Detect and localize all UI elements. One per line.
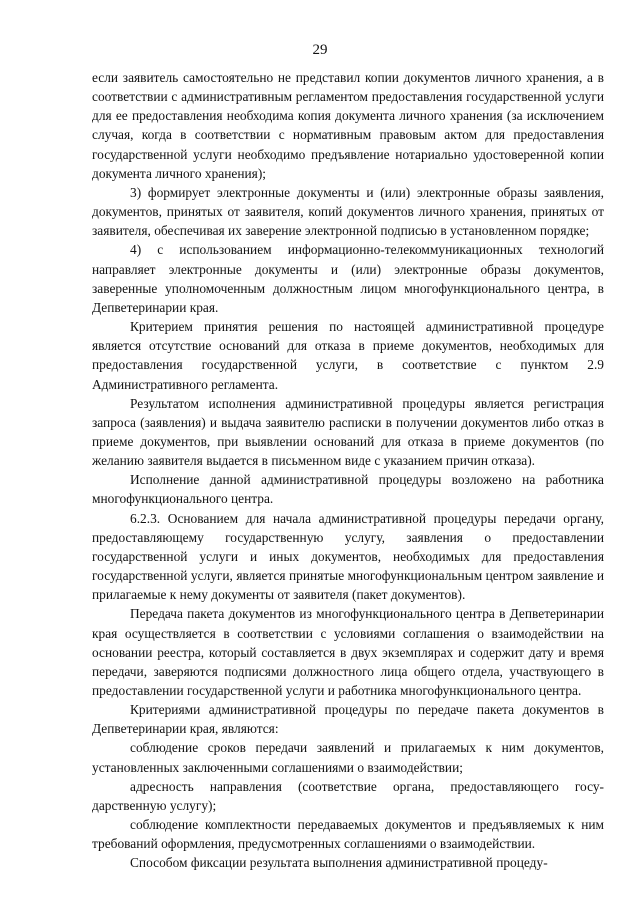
document-body: [92, 68, 604, 873]
paragraph-12: Способом фиксации результата выполнения административной процеду-: [130, 855, 548, 871]
paragraph-2: 4) с использованием информационно-телекоммуникационных технологий направляет электронные документы и (или) электронные образы документов, заверенные уполномоченным должностным лицом многофункционального центра, в Депветеринарии края.: [92, 242, 604, 315]
paragraph-10: адресность направления (соответствие органа, предоставляющего государственную услугу);: [92, 778, 604, 813]
paragraph-4: Результатом исполнения административной процедуры является регистрация запроса (заявления) и выдача заявителю расписки в получении документов либо отказ в приеме документов, при выявлении оснований для отказа в приеме документов (по желанию заявителя выдается в письменном виде с указанием причин отказа).: [92, 395, 604, 469]
page-number: 29: [312, 42, 328, 58]
paragraph-9: соблюдение сроков передачи заявлений и прилагаемых к ним документов, установленных заключенными соглашениями о взаимодействии;: [92, 740, 604, 775]
paragraph-0: если заявитель самостоятельно не представил копии документов личного хранения, а в соответствии с административным регламентом предоставления государственной услуги для ее предоставления необходима копия документа личного хранения (за исключением случая, когда в соответствии с нормативным правовым актом для предоставления государственной услуги необходимо предъявление нотариально удостоверенной копии документа личного хранения);: [92, 70, 604, 181]
paragraph-1: 3) формирует электронные документы и (или) электронные образы заявления, документов, принятых от заявителя, копий документов личного хранения, принятых от заявителя, обеспечивая их заверение электронной подписью в установленном порядке;: [92, 184, 604, 239]
paragraph-5: Исполнение данной административной процедуры возложено на работника многофункционального центра.: [92, 472, 604, 507]
paragraph-6: 6.2.3. Основанием для начала административной процедуры передачи органу, предоставляющему государственную услугу, заявления о предоставлении государственной услуги и иных документов, необходимых для предоставления государственной услуги, является принятые многофункциональным центром заявление и прилагаемые к нему документы от заявителя (пакет документов).: [92, 510, 604, 603]
paragraph-3: Критерием принятия решения по настоящей административной процедуре является отсутствие оснований для отказа в приеме документов, необходимых для предоставления государственной услуги, в соответствие с пунктом 2.9 Административного регламента.: [92, 319, 604, 392]
paragraph-7: Передача пакета документов из многофункционального центра в Депветеринарии края осуществляется в соответствии с условиями соглашения о взаимодействии на основании реестра, который составляется в двух экземплярах и содержит дату и время передачи, заверяются подписями должностного лица общего отдела, участвующего в предоставлении государственной услуги и работника многофункционального центра.: [92, 606, 604, 698]
paragraph-11: соблюдение комплектности передаваемых документов и предъявляемых к ним требований оформления, предусмотренных соглашениями о взаимодействии.: [92, 817, 604, 852]
paragraph-8: Критериями административной процедуры по передаче пакета документов в Депветеринарии края, являются:: [92, 702, 604, 737]
